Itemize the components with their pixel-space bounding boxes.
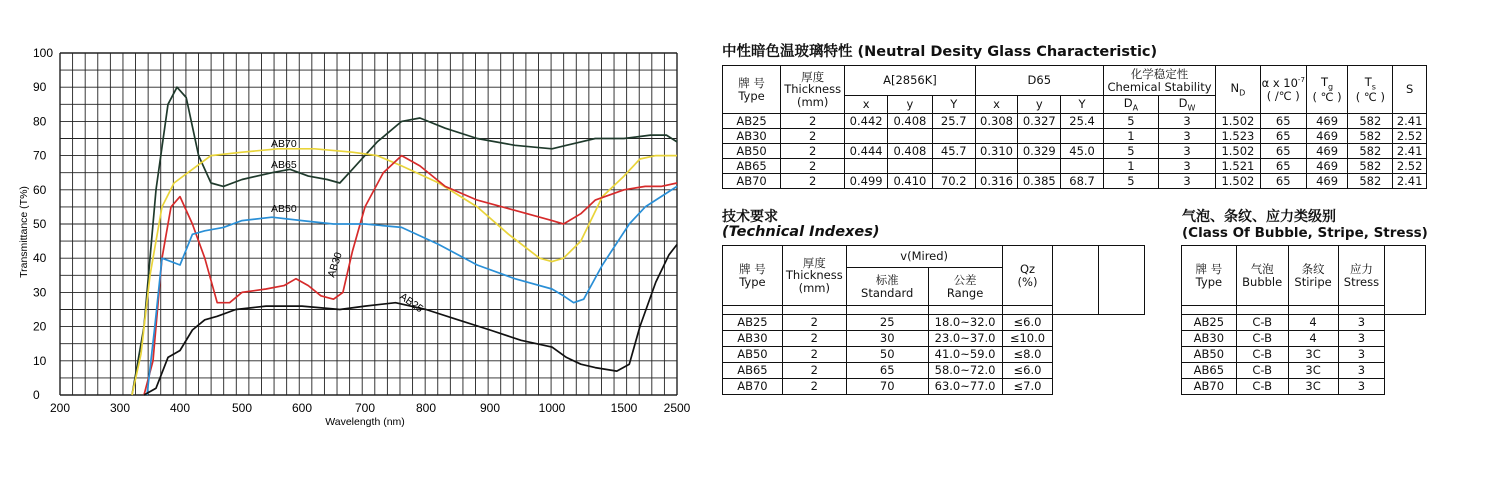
table-cell: 469 [1306,174,1348,189]
table-row [723,174,1427,189]
table-cell: 2.52 [1393,129,1427,144]
table-cell: 0.408 [888,144,933,159]
table-cell: 582 [1348,114,1393,129]
col-a-x: x [845,96,888,114]
table-cell: 3 [1338,363,1385,379]
col-s-header: S [1393,66,1427,114]
col-qz-header: Qz (%) [1002,246,1053,306]
table3-title-en: (Class Of Bubble, Stripe, Stress) [1182,225,1428,241]
table-cell: AB25 [1182,315,1237,331]
table-cell: 70 [846,379,928,395]
table-cell [932,159,975,174]
table-cell: ≤6.0 [1002,363,1053,379]
table-cell: 3 [1158,114,1215,129]
table3-title-cn: 气泡、条纹、应力类级别 [1182,209,1336,225]
x-tick-labels [50,401,691,415]
y-tick-label: 100 [33,46,54,60]
technical-indexes-table [722,245,1145,395]
table-cell: 3 [1338,331,1385,347]
table-cell: 30 [846,331,928,347]
curve-ab50 [147,186,677,395]
y-tick-label: 30 [33,285,47,300]
curve-ab70 [132,149,677,395]
table-cell: 1.502 [1216,144,1261,159]
table-cell: 65 [1260,174,1306,189]
col-alpha-header: α x $10^{-7}$ ( /℃ ) [1260,66,1306,114]
table-cell: 469 [1306,129,1348,144]
table-cell: 2.41 [1393,144,1427,159]
col-a2856k-header: A[2856K] [845,66,975,96]
table-cell: 582 [1348,144,1393,159]
empty-column [1099,246,1145,315]
col-thickness-header: 厚度 Thickness (mm) [781,66,845,114]
table-cell: 0.385 [1018,174,1061,189]
table-cell: 1.521 [1216,159,1261,174]
table-cell: 0.442 [845,114,888,129]
table-row [723,315,1145,331]
table-cell: 45.7 [932,144,975,159]
table-cell: 2.41 [1393,174,1427,189]
col-chem-header: 化学稳定性 Chemical Stability [1103,66,1215,96]
y-tick-label: 50 [33,217,47,231]
table-cell: C-B [1236,379,1288,395]
table-cell: 469 [1306,144,1348,159]
col-stress-header: 应力 Stress [1338,246,1385,306]
x-tick-label: 2500 [663,401,691,415]
table-cell: C-B [1236,331,1288,347]
table-cell: 65 [1260,129,1306,144]
col-d65-x: x [975,96,1018,114]
table-cell: 18.0~32.0 [928,315,1002,331]
table-cell: 3C [1288,379,1338,395]
table-cell: 0.308 [975,114,1018,129]
table-cell: 2 [781,174,845,189]
table-cell: AB30 [723,331,783,347]
table-cell: 5 [1103,174,1158,189]
x-tick-label: 400 [169,401,191,415]
col-bubble-header: 气泡 Bubble [1236,246,1288,306]
col-thickness-header: 厚度 Thickness (mm) [782,246,846,306]
y-tick-label: 20 [33,319,47,334]
col-d65-y: y [1018,96,1061,114]
table-cell: AB65 [723,159,781,174]
table-cell: 68.7 [1061,174,1104,189]
label-ab25: AB25 [397,290,426,316]
table-cell: 2 [781,129,845,144]
y-tick-label: 90 [33,80,47,95]
table-cell: 65 [846,363,928,379]
table-cell: 3 [1158,159,1215,174]
table-row [723,144,1427,159]
table-cell: 1 [1103,159,1158,174]
col-type-header: 牌 号 Type [723,246,783,306]
table-cell: 5 [1103,144,1158,159]
transmittance-chart [0,0,700,440]
label-ab65: AB65 [271,159,297,171]
table-cell [1061,129,1104,144]
y-tick-label: 10 [33,353,47,368]
table-cell [888,129,933,144]
col-a-y: y [888,96,933,114]
table-cell: 45.0 [1061,144,1104,159]
y-tick-label: 80 [33,114,47,129]
table-cell: 2 [782,363,846,379]
table-cell: 0.310 [975,144,1018,159]
table-cell: 3 [1338,315,1385,331]
table-row [723,159,1427,174]
table-row [1182,331,1426,347]
table-cell: AB70 [723,174,781,189]
table-cell: 1.502 [1216,174,1261,189]
table-cell: AB30 [723,129,781,144]
x-tick-label: 900 [479,401,501,415]
table-cell: 0.329 [1018,144,1061,159]
table-cell [1018,159,1061,174]
col-tg-header: $T_g$ ( ℃ ) [1306,66,1348,114]
table-cell: 4 [1288,331,1338,347]
table-cell: 70.2 [932,174,975,189]
table-cell: 4 [1288,315,1338,331]
table-cell: 3C [1288,347,1338,363]
table-cell [1061,159,1104,174]
table-cell: 0.444 [845,144,888,159]
label-ab30: AB30 [325,250,345,279]
table-cell: 25 [846,315,928,331]
table-cell [975,159,1018,174]
table-cell: 2 [781,159,845,174]
y-axis-label: Transmittance (T%) [18,186,30,278]
table-cell: 3 [1158,174,1215,189]
table-cell [845,159,888,174]
table-cell: ≤7.0 [1002,379,1053,395]
table-cell [888,159,933,174]
table-cell: ≤10.0 [1002,331,1053,347]
table-cell: 582 [1348,129,1393,144]
table-cell: AB50 [1182,347,1237,363]
x-tick-label: 500 [231,401,253,415]
table-cell: 2 [782,347,846,363]
table-cell: 25.4 [1061,114,1104,129]
y-tick-label: 60 [33,182,47,197]
empty-column [1385,246,1426,315]
table-cell: 65 [1260,114,1306,129]
col-type-header: 牌 号 Type [1182,246,1237,306]
x-tick-label: 700 [354,401,376,415]
y-tick-label: 40 [33,251,47,266]
table2-title-en: (Technical Indexes) [722,224,880,240]
table-cell: 63.0~77.0 [928,379,1002,395]
table-cell: ≤8.0 [1002,347,1053,363]
table-cell: 0.408 [888,114,933,129]
class-table [1181,245,1426,395]
table-cell: 65 [1260,159,1306,174]
table-cell: AB70 [723,379,783,395]
table-cell: 582 [1348,159,1393,174]
table-cell: 0.316 [975,174,1018,189]
x-tick-label: 300 [109,401,131,415]
table-cell: 2 [782,331,846,347]
table-row [723,114,1427,129]
y-tick-labels [33,46,53,402]
col-a-Y: Y [932,96,975,114]
x-tick-label: 1500 [610,401,638,415]
table-cell: 3 [1158,144,1215,159]
col-nd-header: $N_D$ [1216,66,1261,114]
table-cell: 2 [781,144,845,159]
table-row [1182,363,1426,379]
col-standard-header: 标准 Standard [846,268,928,306]
table-cell: C-B [1236,315,1288,331]
table-row [1182,379,1426,395]
col-da: $D_A$ [1103,96,1158,114]
table-cell: AB25 [723,114,781,129]
table-cell: 1.502 [1216,114,1261,129]
table-row [1182,315,1426,331]
table-cell: ≤6.0 [1002,315,1053,331]
table-cell [845,129,888,144]
table-cell: AB65 [1182,363,1237,379]
table-cell: 3 [1338,379,1385,395]
table-cell: 23.0~37.0 [928,331,1002,347]
label-ab50: AB50 [271,203,297,215]
table-cell: 2 [782,379,846,395]
table-cell: 0.499 [845,174,888,189]
table-row [723,363,1145,379]
table-cell [932,129,975,144]
table-cell: 1 [1103,129,1158,144]
table-cell: AB50 [723,144,781,159]
table-cell: 0.327 [1018,114,1061,129]
table-cell: 2 [782,315,846,331]
empty-column [1053,246,1099,315]
table-cell: 65 [1260,144,1306,159]
table-cell: 50 [846,347,928,363]
table-cell: C-B [1236,363,1288,379]
x-tick-label: 1000 [538,401,566,415]
table-cell: 2.52 [1393,159,1427,174]
col-type-header: 牌 号 Type [723,66,781,114]
table-cell: 2.41 [1393,114,1427,129]
y-tick-label: 70 [33,148,47,163]
table-cell: 469 [1306,159,1348,174]
table-cell: 0.410 [888,174,933,189]
col-range-header: 公差 Range [928,268,1002,306]
col-v-mired-header: v(Mired) [846,246,1002,268]
table-row [723,379,1145,395]
table-cell: 2 [781,114,845,129]
characteristic-table [722,65,1427,189]
table-cell: 58.0~72.0 [928,363,1002,379]
col-d65-header: D65 [975,66,1103,96]
table-cell: AB65 [723,363,783,379]
table-cell: AB70 [1182,379,1237,395]
table-cell [1018,129,1061,144]
table-row [723,347,1145,363]
col-ts-header: $T_s$ ( ℃ ) [1348,66,1393,114]
table-cell: 3 [1338,347,1385,363]
x-tick-label: 200 [49,401,71,415]
table1-title: 中性暗色温玻璃特性 (Neutral Desity Glass Characteristic) [722,44,1158,60]
table-cell: C-B [1236,347,1288,363]
table2-title-cn: 技术要求 [722,209,778,225]
table-cell: 5 [1103,114,1158,129]
table-row [1182,347,1426,363]
col-dw: $D_W$ [1158,96,1215,114]
label-ab70: AB70 [271,138,297,150]
table-cell: 3 [1158,129,1215,144]
table-cell: 3C [1288,363,1338,379]
table-cell: 469 [1306,114,1348,129]
table-cell: 1.523 [1216,129,1261,144]
x-tick-label: 800 [415,401,437,415]
table-row [723,331,1145,347]
table-cell: AB25 [723,315,783,331]
table-cell: AB50 [723,347,783,363]
table-row [723,129,1427,144]
table-cell: AB30 [1182,331,1237,347]
table-cell [975,129,1018,144]
col-stripe-header: 条纹 Stiripe [1288,246,1338,306]
x-tick-label: 600 [291,401,313,415]
table-cell: 41.0~59.0 [928,347,1002,363]
col-d65-Y: Y [1061,96,1104,114]
table-cell: 25.7 [932,114,975,129]
table-cell: 582 [1348,174,1393,189]
x-axis-label: Wavelength (nm) [325,416,405,428]
y-tick-label: 0 [33,388,40,402]
